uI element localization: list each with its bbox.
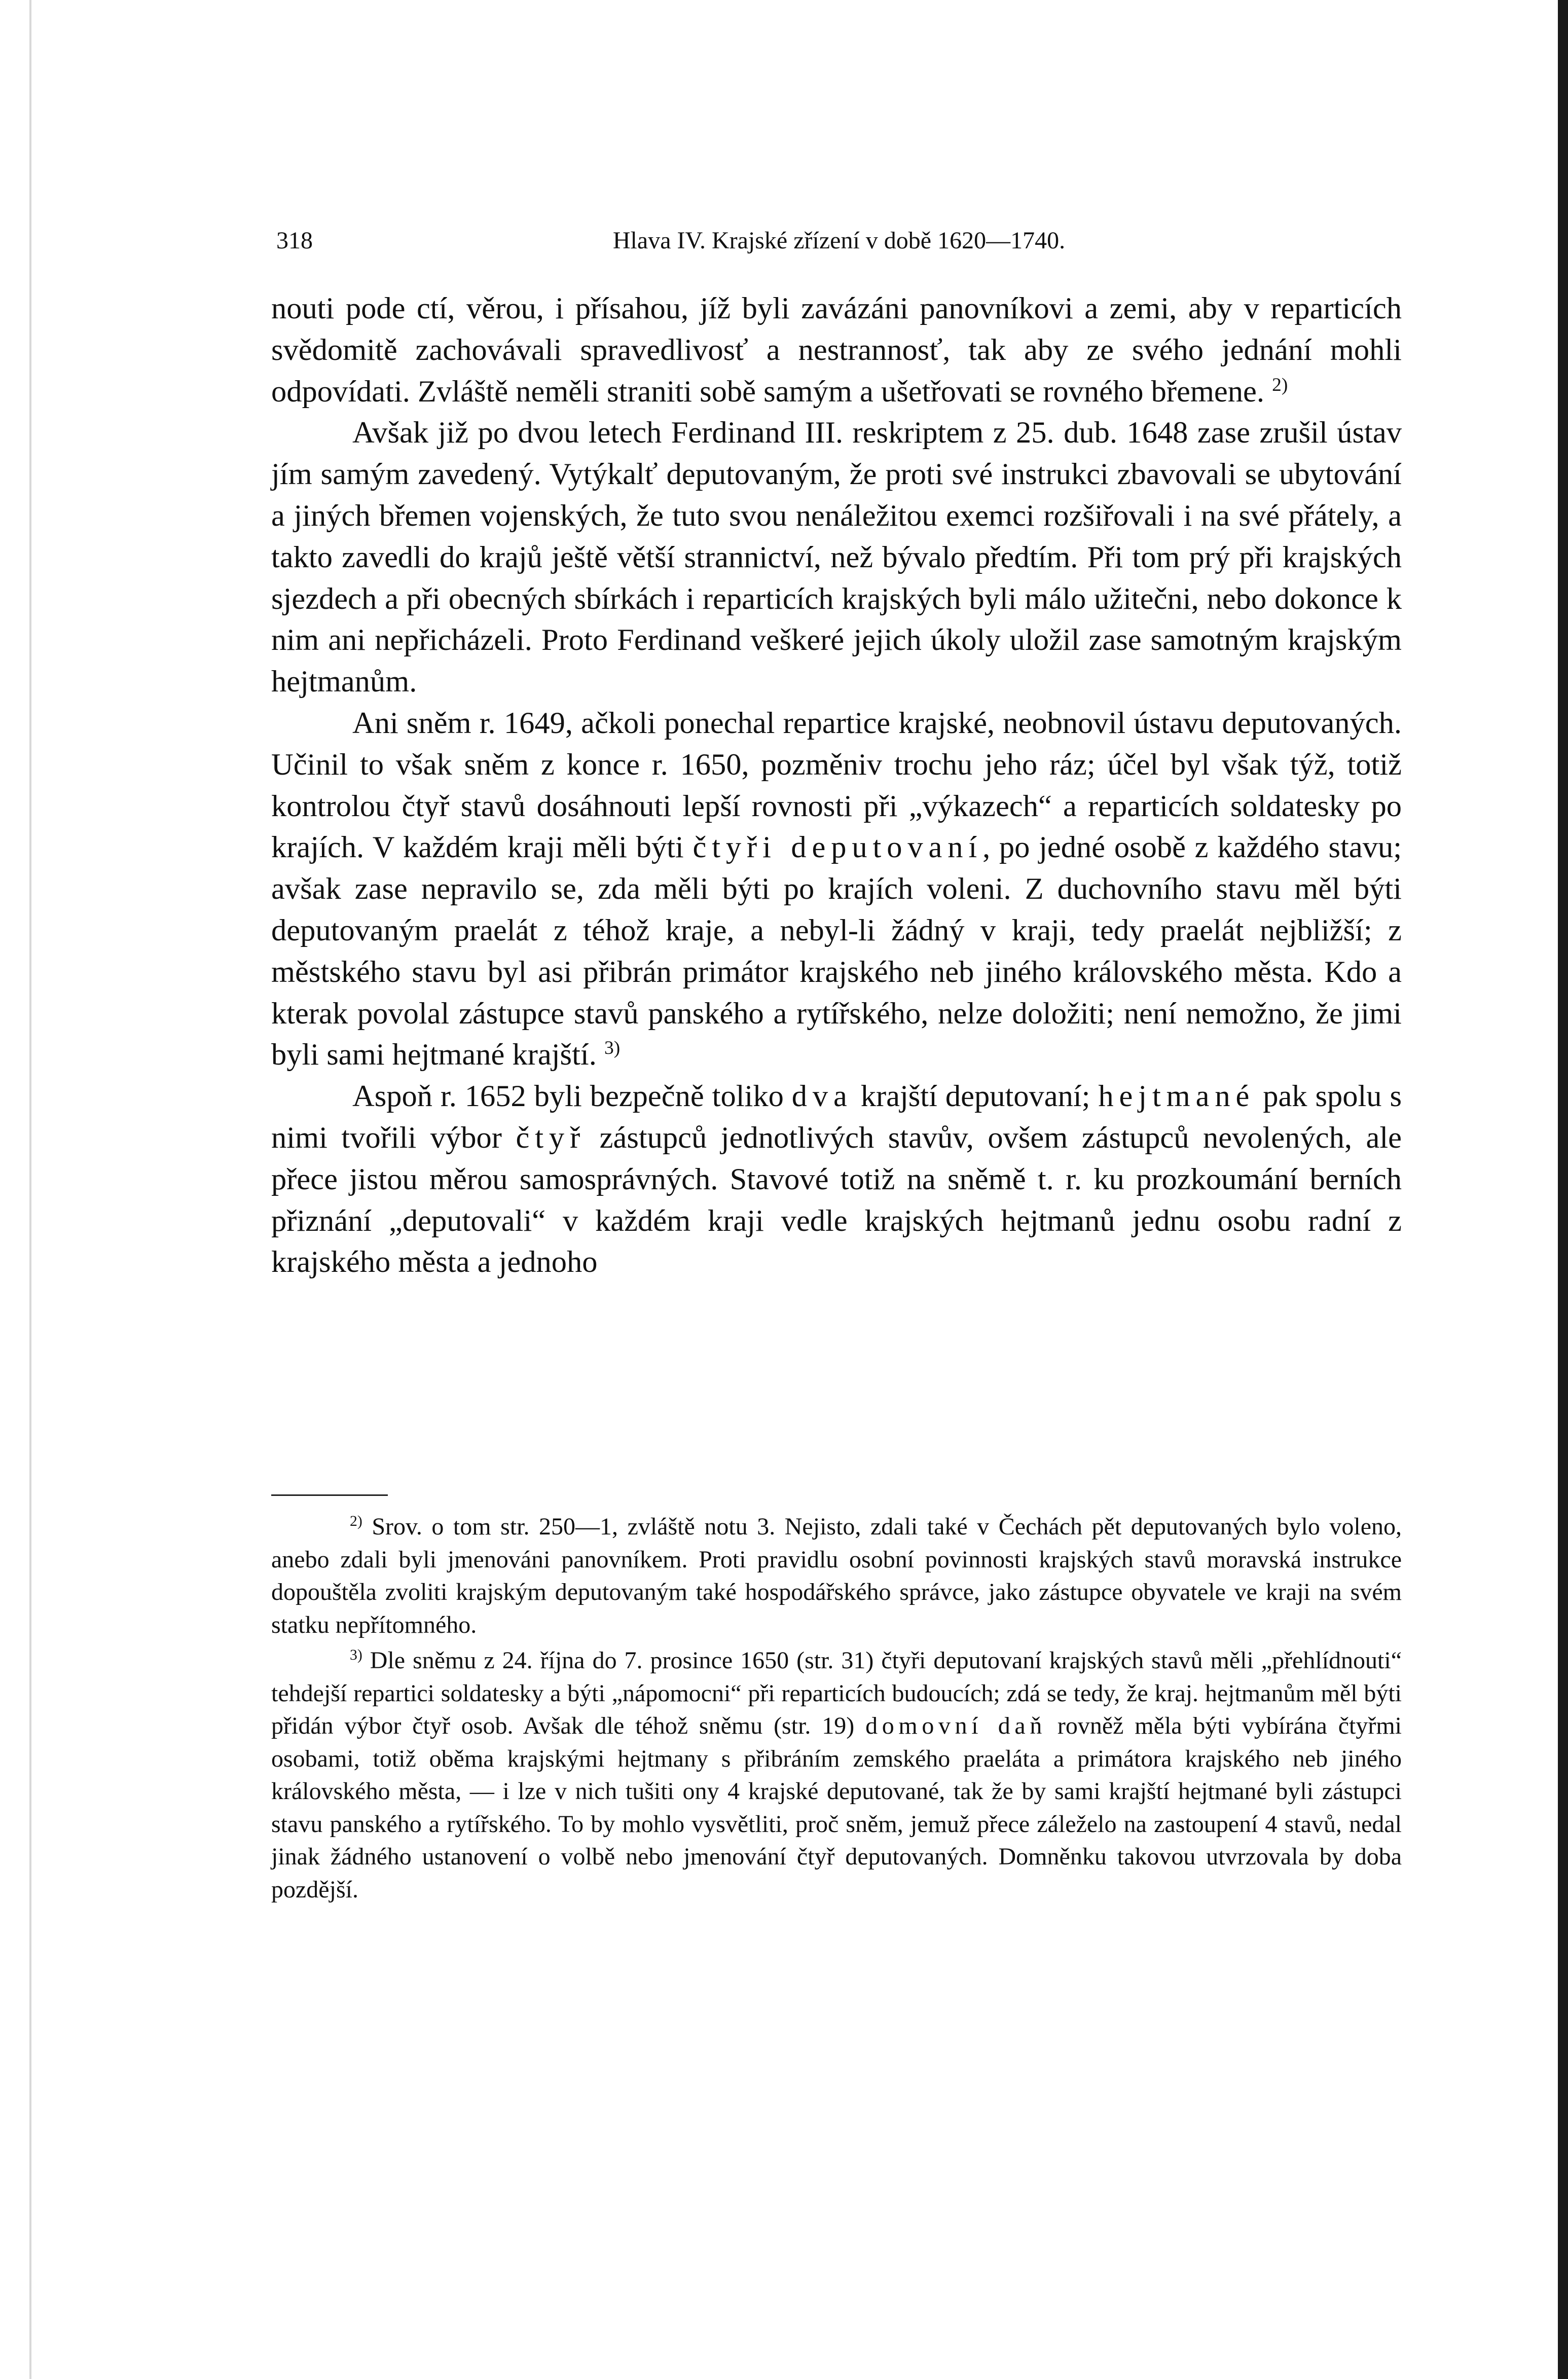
main-text — [271, 288, 1402, 1283]
scan-right-edge — [1558, 0, 1568, 2379]
paragraph-3-text-b: , po jedné osobě z každého stavu; avšak zase nepravilo se, zda měli býti po krajích voleni. Z duchovního stavu měl býti deputovaným praelát z téhož kraje, a nebyl-li žádný v kraji, tedy praelát nejbližší; z městského stavu byl asi přibrán primátor krajského neb jiného královského města. Kdo a kterak povolal zástupce stavů panského a rytířského, nelze doložiti; není nemožno, že jimi byli sami hejtmané krajští. — [271, 830, 1402, 1072]
paragraph-4-text-a: Aspoň r. 1652 byli bezpečně toliko — [352, 1079, 784, 1114]
paragraph-4-text-b: krajští deputovaní; — [860, 1079, 1090, 1114]
paragraph-4-emphasis-2: hejtmané — [1098, 1079, 1255, 1114]
paragraph-4-emphasis-1: dva — [791, 1079, 853, 1114]
page-number: 318 — [276, 227, 313, 254]
paragraph-3-text-a: Ani sněm r. 1649, ačkoli ponechal repartice krajské, neobnovil ústavu deputovaných. Učinil to však sněm z konce r. 1650, pozměniv trochu jeho ráz; účel byl však týž, totiž kontrolou čtyř stavů dosáhnouti lepší rovnosti při „výkazech“ a reparticích soldatesky po krajích. V každém kraji měli býti — [271, 706, 1402, 865]
footnote-2 — [271, 1511, 1402, 1641]
footnote-2-text: Srov. o tom str. 250—1, zvláště notu 3. Nejisto, zdali také v Čechách pět deputovaných bylo voleno, anebo zdali byli jmenováni panovníkem. Proti pravidlu osobní povinnosti krajských stavů moravská instrukce dopouštěla zvoliti krajským deputovaným také hospodářského správce, jako zástupce obyvatele ve kraji na svém statku nepřítomného. — [271, 1513, 1402, 1638]
footnote-ref-2: 2) — [1272, 374, 1288, 395]
footnotes — [271, 1511, 1402, 1906]
footnote-divider — [271, 1494, 388, 1496]
paragraph-4 — [271, 1076, 1402, 1283]
footnote-3-text-b: rovněž měla býti vybírána čtyřmi osobami, totiž oběma krajskými hejtmany s přibráním zemského praeláta a primátora krajského neb jiného královského města, — i lze v nich tušiti ony 4 krajské deputované, tak že by sami krajští hejtmané byli zástupci stavu panského a rytířského. To by mohlo vysvětliti, proč sněm, jemuž přece záleželo na zastoupení 4 stavů, nedal jinak žádného ustanovení o volbě nebo jmenování čtyř deputovaných. Domněnku takovou utvrzovala by doba pozdější. — [271, 1712, 1402, 1903]
paragraph-1-text: nouti pode ctí, věrou, i přísahou, jíž byli zavázáni panovníkovi a zemi, aby v reparticích svědomitě zachovávali spravedlivosť a nestrannosť, tak aby ze svého jednání mohli odpovídati. Zvláště neměli straniti sobě samým a ušetřovati se rovného břemene. — [271, 291, 1402, 409]
footnote-3-emphasis: domovní daň — [865, 1712, 1046, 1739]
footnote-ref-3: 3) — [604, 1038, 621, 1059]
footnote-3-text-a: Dle sněmu z 24. října do 7. prosince 1650 (str. 31) čtyři deputovaní krajských stavů měli „přehlídnouti“ tehdejší repartici soldatesky a býti „nápomocni“ při reparticích budoucích; zdá se tedy, že kraj. hejtmanům měl býti přidán výbor čtyř osob. Avšak dle téhož sněmu (str. 19) — [271, 1647, 1402, 1739]
paragraph-4-text-c: pak spolu s nimi tvořili výbor — [271, 1079, 1402, 1155]
paragraph-4-emphasis-3: čtyř — [516, 1120, 586, 1155]
paragraph-3-emphasis: čtyři deputovaní — [692, 830, 983, 865]
paragraph-2-text: Avšak již po dvou letech Ferdinand III. reskriptem z 25. dub. 1648 zase zrušil ústav jím samým zavedený. Vytýkalť deputovaným, že proti své instrukci zbavovali se ubytování a jiných břemen vojenských, že tuto svou nenáležitou exemci rozšiřovali i na své přátely, a takto zavedli do krajů ještě větší strannictví, než bývalo předtím. Při tom prý při krajských sjezdech a při obecných sbírkách i reparticích krajských byli málo užitečni, nebo dokonce k nim ani nepřicházeli. Proto Ferdinand veškeré jejich úkoly uložil zase samotným krajským hejtmanům. — [271, 416, 1402, 699]
footnote-3 — [271, 1644, 1402, 1906]
paragraph-1 — [271, 288, 1402, 412]
footnote-2-mark: 2) — [350, 1513, 362, 1529]
footnote-3-mark: 3) — [350, 1646, 362, 1663]
paragraph-3 — [271, 703, 1402, 1076]
running-head — [276, 223, 1402, 259]
paragraph-2 — [271, 412, 1402, 703]
scan-left-edge — [29, 0, 31, 2379]
paragraph-4-text-d: zástupců jednotlivých stavův, ovšem zástupců nevolených, ale přece jistou měrou samosprávných. Stavové totiž na sněmě t. r. ku prozkoumání berních přiznání „deputovali“ v každém kraji vedle krajských hejtmanů jednu osobu radní z krajského města a jednoho — [271, 1120, 1402, 1279]
running-title: Hlava IV. Krajské zřízení v době 1620—1740. — [612, 227, 1066, 254]
